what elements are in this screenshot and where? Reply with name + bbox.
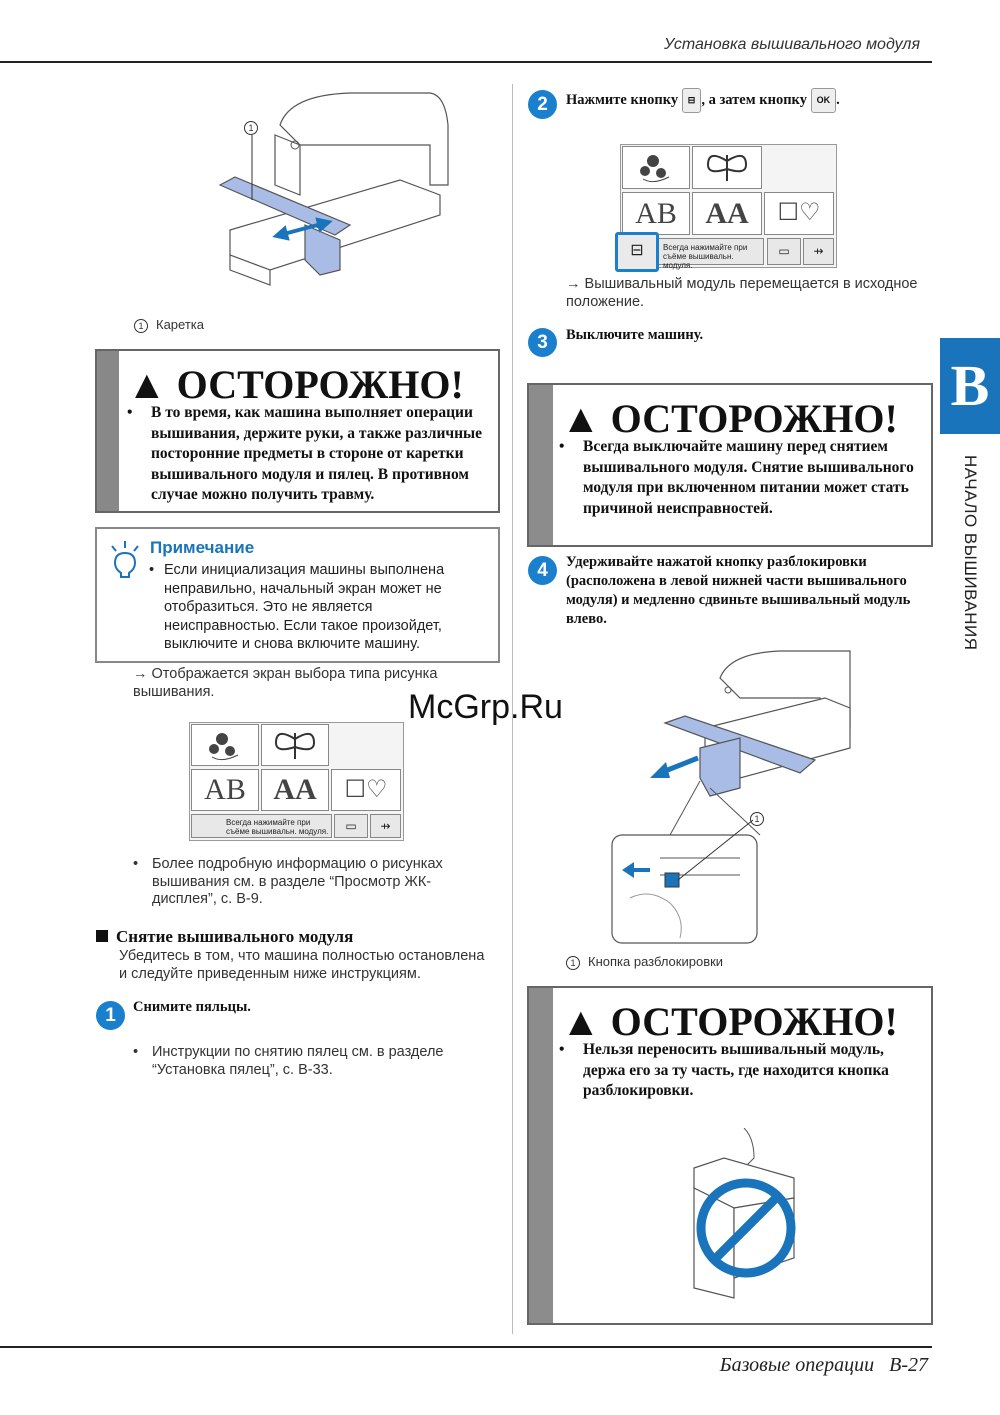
chapter-tab: B xyxy=(940,338,1000,434)
lcd-screen-left xyxy=(189,722,404,841)
section-intro: Убедитесь в том, что машина полностью остановлена и следуйте приведенным ниже инструкциям. xyxy=(119,948,485,982)
usb-icon[interactable]: ⇸ xyxy=(803,238,834,265)
font-pattern-button[interactable]: AA xyxy=(692,192,762,235)
release-button-illustration xyxy=(610,648,860,948)
figure1-caption: 1 Каретка xyxy=(134,317,204,333)
warning-triangle-icon: ▲ xyxy=(127,362,167,407)
step-3-text: Выключите машину. xyxy=(566,327,704,343)
alphabet-pattern-button[interactable]: AB xyxy=(191,769,259,811)
step-2-badge: 2 xyxy=(528,90,557,119)
note-title: Примечание xyxy=(150,538,255,557)
note-box xyxy=(95,527,500,663)
figure2-caption: 1 Кнопка разблокировки xyxy=(566,954,723,970)
embroidery-flower-pattern-icon[interactable] xyxy=(622,146,690,189)
alphabet-pattern-button[interactable]: AB xyxy=(622,192,690,235)
module-return-button[interactable]: Всегда нажимайте при съёме вышивальн. модуля. xyxy=(191,814,332,838)
warning-title-2: ▲ ОСТОРОЖНО! xyxy=(561,396,898,441)
chapter-label: НАЧАЛО ВЫШИВАНИЯ xyxy=(961,455,980,651)
figure1-callout: 1 xyxy=(244,119,266,135)
lightbulb-icon xyxy=(107,539,143,579)
left-more-info: • Более подробную информацию о рисунках вышивания см. в разделе “Просмотр ЖК-дисплея”, с. B-9. xyxy=(133,856,443,907)
page-header-title: Установка вышивального модуля xyxy=(663,36,920,53)
warning-box-2 xyxy=(527,383,933,547)
warning-triangle-icon: ▲ xyxy=(561,999,601,1044)
step-2-text: Нажмите кнопку ⊟ , а затем кнопку OK . xyxy=(566,88,840,113)
right-arrow-result: → Вышивальный модуль перемещается в исходное положение. xyxy=(566,276,918,310)
warning-bar xyxy=(529,385,553,545)
font-pattern-button[interactable]: AA xyxy=(261,769,329,811)
module-return-button[interactable]: Всегда нажимайте при съёме вышивальн. модуля. xyxy=(622,238,764,265)
warning-bar xyxy=(529,988,553,1323)
left-arrow-result: → Отображается экран выбора типа рисунка вышивания. xyxy=(133,666,438,700)
step-4-badge: 4 xyxy=(528,556,557,585)
usb-icon[interactable]: ⇸ xyxy=(370,814,401,838)
figure2-callout: 1 xyxy=(750,810,772,826)
section-heading: Снятие вышивального модуля xyxy=(96,927,353,947)
step-1-text: Снимите пяльцы. xyxy=(133,999,251,1015)
step-1-badge: 1 xyxy=(96,1001,125,1030)
frame-pattern-button[interactable]: ☐♡ xyxy=(331,769,401,811)
lcd-screen-right xyxy=(620,144,837,268)
module-button-icon: ⊟ xyxy=(682,88,702,113)
embroidery-butterfly-pattern-icon[interactable] xyxy=(261,724,329,766)
page-footer: Базовые операции B-27 xyxy=(719,1354,928,1376)
warning-list-1: • В то время, как машина выполняет операции вышивания, держите руки, а также различные посторонние предметы в стороне от каретки вышивального модуля и пялец. В противном случае можно получить травму. xyxy=(127,404,483,503)
module-return-highlight-icon[interactable]: ⊟ xyxy=(615,232,659,272)
ok-button-icon: OK xyxy=(811,88,837,113)
frame-pattern-button[interactable]: ☐♡ xyxy=(764,192,834,235)
step-3-badge: 3 xyxy=(528,328,557,357)
warning-bar xyxy=(97,351,119,511)
watermark: McGrp.Ru xyxy=(408,688,563,726)
warning-list-2: • Всегда выключайте машину перед снятием вышивального модуля. Снятие вышивального модуля при включенном питании может стать причиной неисправностей. xyxy=(559,438,914,517)
prohibited-carry-illustration xyxy=(684,1128,824,1303)
memory-icon[interactable]: ▭ xyxy=(334,814,368,838)
warning-list-3: • Нельзя переносить вышивальный модуль, держа его за ту часть, где находится кнопка разблокировки. xyxy=(559,1041,889,1099)
machine-carriage-illustration xyxy=(200,85,450,290)
warning-title-1: ▲ ОСТОРОЖНО! xyxy=(127,362,464,407)
step-4-text: Удерживайте нажатой кнопку разблокировки (расположена в левой нижней части вышивального модуля) и медленно сдвиньте вышивальный модуль влево. xyxy=(566,554,911,627)
footer-rule xyxy=(0,1346,932,1348)
warning-box-3 xyxy=(527,986,933,1325)
memory-icon[interactable]: ▭ xyxy=(767,238,801,265)
note-list: • Если инициализация машины выполнена неправильно, начальный экран может не отобразиться. Это не является неисправностью. Если такое произойдет, выключите и снова включите машину. xyxy=(149,562,445,652)
warning-box-1 xyxy=(95,349,500,513)
warning-triangle-icon: ▲ xyxy=(561,396,601,441)
embroidery-flower-pattern-icon[interactable] xyxy=(191,724,259,766)
step-1-bullet: • Инструкции по снятию пялец см. в разделе “Установка пялец”, с. B-33. xyxy=(133,1044,444,1078)
warning-title-3: ▲ ОСТОРОЖНО! xyxy=(561,999,898,1044)
header-rule xyxy=(0,61,932,63)
embroidery-butterfly-pattern-icon[interactable] xyxy=(692,146,762,189)
